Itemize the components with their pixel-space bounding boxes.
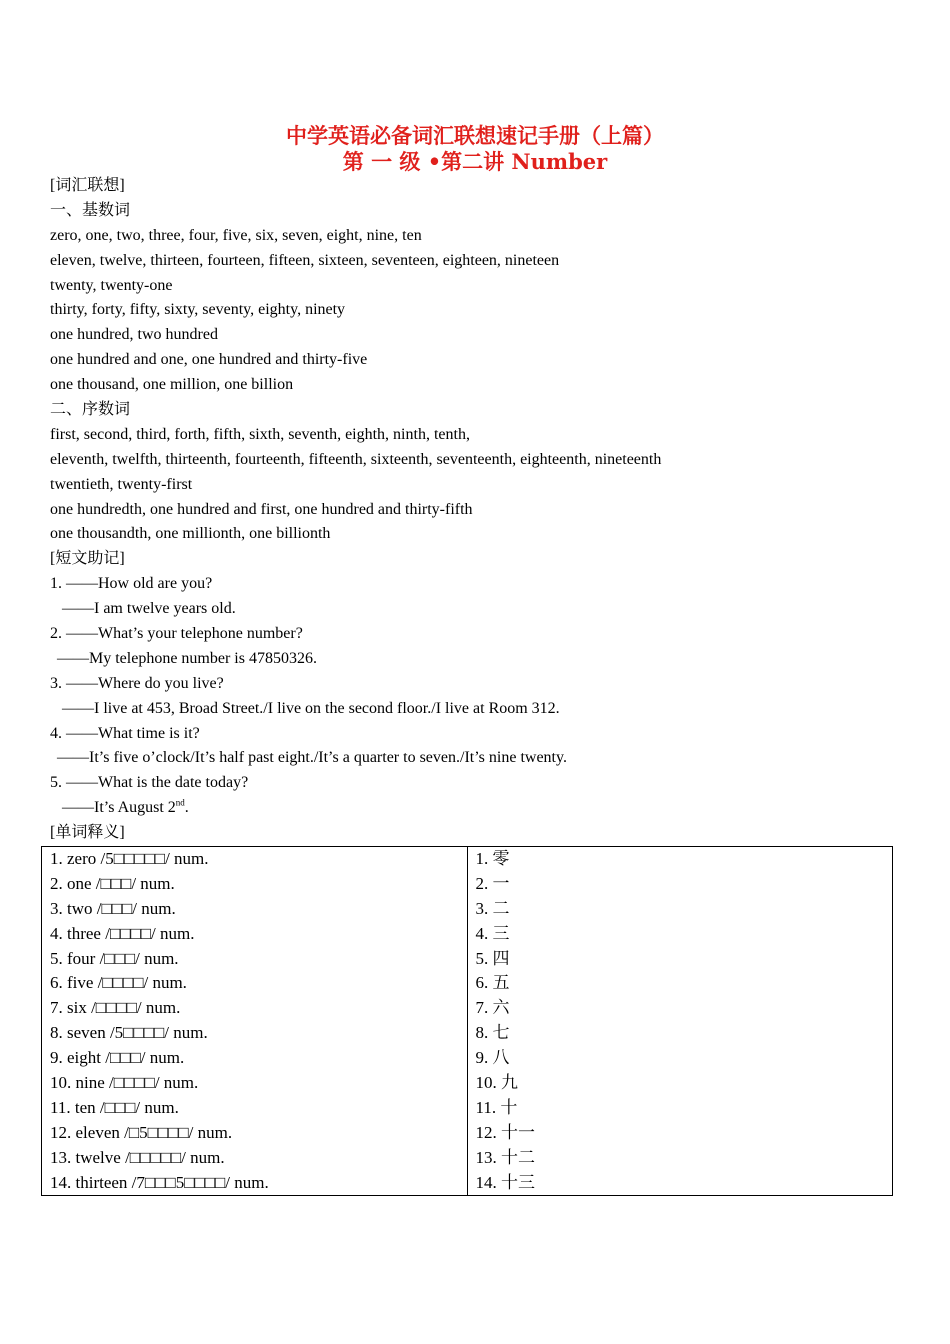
cardinal-line: eleven, twelve, thirteen, fourteen, fifteen, sixteen, seventeen, eighteen, nineteen: [50, 251, 560, 269]
section-heading-association: [词汇联想]: [50, 177, 125, 194]
ordinal-line: one thousandth, one millionth, one billionth: [50, 525, 331, 543]
glossary-entry: 9. eight /□□□/ num.: [50, 1048, 185, 1068]
glossary-entry: 7. six /□□□□/ num.: [50, 998, 181, 1018]
glossary-entry: 6. five /□□□□/ num.: [50, 973, 187, 993]
glossary-meaning: 8. 七: [475, 1023, 510, 1043]
dialogue-answer-tail: .: [184, 799, 189, 817]
ordinal-line: one hundredth, one hundred and first, one hundred and thirty-fifth: [50, 500, 473, 518]
glossary-entry: 8. seven /5□□□□/ num.: [50, 1023, 208, 1043]
glossary-meaning: 6. 五: [475, 973, 510, 993]
glossary-entry: 4. three /□□□□/ num.: [50, 923, 195, 943]
ordinal-line: first, second, third, forth, fifth, sixth, seventh, eighth, ninth, tenth,: [50, 425, 470, 443]
glossary-meaning: 5. 四: [475, 948, 510, 968]
glossary-entry: 10. nine /□□□□/ num.: [50, 1073, 199, 1093]
page-title: 中学英语必备词汇联想速记手册（上篇）: [286, 123, 664, 148]
glossary-entry: 13. twelve /□□□□□/ num.: [50, 1147, 225, 1167]
glossary-meaning: 11. 十: [475, 1097, 518, 1117]
dialogue-question: 1. ——How old are you?: [50, 575, 213, 593]
dialogue-answer: [50, 796, 900, 821]
table-row: [42, 847, 893, 1196]
dialogue-answer: ——It’s five o’clock/It’s half past eight./It’s a quarter to seven./It’s nine twenty.: [57, 749, 567, 767]
glossary-meaning: 14. 十三: [475, 1172, 535, 1192]
cardinal-heading: 一、基数词: [50, 201, 131, 219]
glossary-entry: 12. eleven /□5□□□□/ num.: [50, 1122, 233, 1142]
glossary-meaning: 2. 一: [475, 873, 510, 893]
dialogue-answer: ——I live at 453, Broad Street./I live on the second floor./I live at Room 312.: [62, 699, 560, 717]
glossary-meaning: 13. 十二: [475, 1147, 535, 1167]
glossary-entry: 3. two /□□□/ num.: [50, 898, 176, 918]
glossary-chinese-column: [467, 847, 893, 1196]
cardinal-line: one hundred, two hundred: [50, 326, 218, 344]
section-heading-glossary: [单词释义]: [50, 824, 125, 842]
cardinal-line: zero, one, two, three, four, five, six, seven, eight, nine, ten: [50, 226, 422, 244]
glossary-meaning: 10. 九: [475, 1073, 518, 1093]
glossary-meaning: 12. 十一: [475, 1122, 535, 1142]
cardinal-line: thirty, forty, fifty, sixty, seventy, eighty, ninety: [50, 301, 346, 319]
glossary-entry: 5. four /□□□/ num.: [50, 948, 179, 968]
dialogue-answer: ——My telephone number is 47850326.: [57, 649, 317, 667]
cardinal-line: one hundred and one, one hundred and thirty-five: [50, 351, 368, 369]
glossary-meaning: 1. 零: [475, 849, 510, 868]
cardinal-line: twenty, twenty-one: [50, 276, 173, 294]
dialogue-question: 3. ——Where do you live?: [50, 674, 224, 692]
glossary-meaning: 9. 八: [475, 1048, 510, 1068]
glossary-entry: 11. ten /□□□/ num.: [50, 1097, 179, 1117]
dialogue-question: 2. ——What’s your telephone number?: [50, 625, 303, 643]
dialogue-question: 5. ——What is the date today?: [50, 774, 249, 792]
glossary-table: [41, 846, 893, 1196]
glossary-meaning: 4. 三: [475, 923, 510, 943]
dialogue-question: 4. ——What time is it?: [50, 724, 200, 742]
ordinal-line: eleventh, twelfth, thirteenth, fourteenth, fifteenth, sixteenth, seventeenth, eighteenth, nineteenth: [50, 450, 662, 468]
glossary-meaning: 7. 六: [475, 998, 510, 1018]
ordinal-heading: 二、序数词: [50, 401, 131, 419]
glossary-english-column: [42, 847, 468, 1196]
document-body: [50, 174, 900, 846]
section-heading-dialogues: [短文助记]: [50, 550, 125, 568]
ordinal-suffix: nd: [175, 797, 185, 808]
page-subtitle: 第 一 级 •第二讲 Number: [342, 149, 608, 174]
ordinal-line: twentieth, twenty-first: [50, 475, 193, 493]
glossary-meaning: 3. 二: [475, 898, 510, 918]
glossary-entry: 2. one /□□□/ num.: [50, 873, 175, 893]
cardinal-line: one thousand, one million, one billion: [50, 376, 294, 394]
glossary-entry: 1. zero /5□□□□□/ num.: [50, 849, 209, 868]
glossary-entry: 14. thirteen /7□□□5□□□□/ num.: [50, 1172, 269, 1192]
dialogue-answer: ——I am twelve years old.: [62, 600, 236, 618]
dialogue-answer-text: ——It’s August 2: [62, 799, 176, 817]
